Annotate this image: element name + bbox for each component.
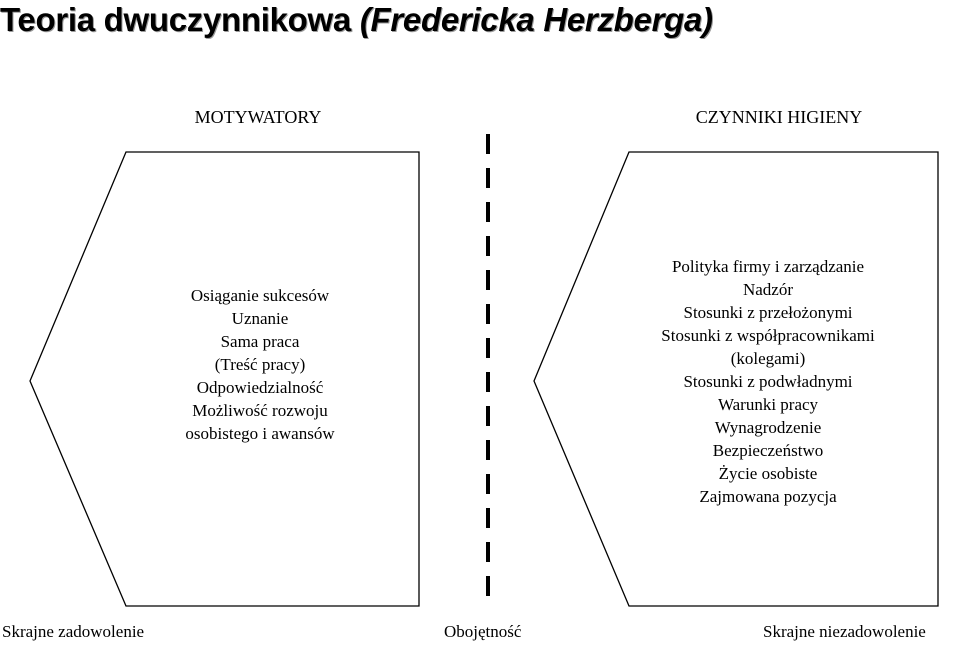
hygiene-factor-item: Nadzór bbox=[742, 280, 794, 299]
hygiene-factor-item: Życie osobiste bbox=[718, 464, 818, 483]
motivator-item: Możliwość rozwoju bbox=[192, 401, 328, 420]
scale-label-neutral: Obojętność bbox=[444, 622, 522, 641]
scale-label-extreme-dissatisfaction: Skrajne niezadowolenie bbox=[763, 622, 926, 641]
hygiene-factor-item: Wynagrodzenie bbox=[714, 418, 822, 437]
motivator-item: Odpowiedzialność bbox=[196, 378, 324, 397]
motivator-item: (Treść pracy) bbox=[214, 355, 306, 374]
hygiene-factor-item: Stosunki z współpracownikami bbox=[661, 326, 875, 345]
hygiene-factor-item: Polityka firmy i zarządzanie bbox=[671, 257, 865, 276]
hygiene-list bbox=[618, 255, 918, 508]
scale-label-extreme-satisfaction: Skrajne zadowolenie bbox=[2, 622, 145, 641]
hygiene-factor-item: Warunki pracy bbox=[717, 395, 819, 414]
motivator-item: Uznanie bbox=[231, 309, 289, 328]
hygiene-heading: CZYNNIKI HIGIENY bbox=[695, 107, 863, 127]
hygiene-factor-item: Bezpieczeństwo bbox=[712, 441, 824, 460]
motivator-item: osobistego i awansów bbox=[185, 424, 335, 443]
title-main: Teoria dwuczynnikowa bbox=[0, 1, 351, 38]
hygiene-factor-item: Zajmowana pozycja bbox=[699, 487, 837, 506]
hygiene-factor-item: Stosunki z przełożonymi bbox=[683, 303, 853, 322]
motivators-heading: MOTYWATORY bbox=[194, 107, 322, 127]
motivator-item: Sama praca bbox=[220, 332, 300, 351]
motivator-item: Osiąganie sukcesów bbox=[190, 286, 330, 305]
hygiene-factor-item: Stosunki z podwładnymi bbox=[683, 372, 853, 391]
motivators-list bbox=[120, 284, 400, 445]
hygiene-factor-item: (kolegami) bbox=[730, 349, 806, 368]
title-subtitle: (Fredericka Herzberga) bbox=[359, 1, 713, 38]
